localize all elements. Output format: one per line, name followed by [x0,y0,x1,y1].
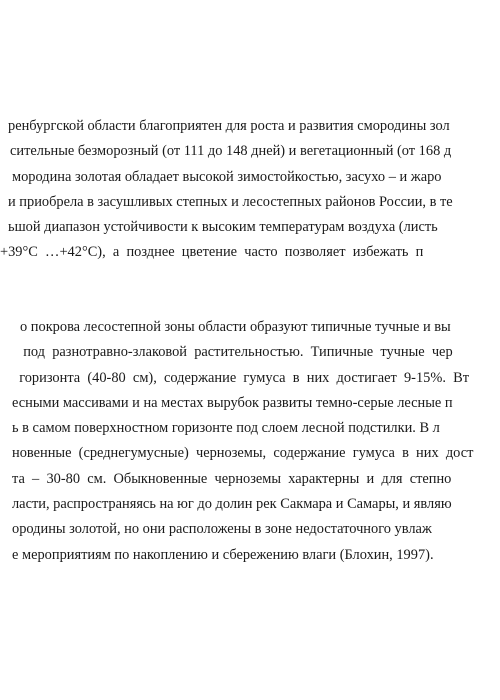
text-line: мородина золотая обладает высокой зимостойкостью, засухо – и жаро [12,168,442,185]
paragraph-climate [0,114,500,266]
text-line: +39°C …+42°C), а позднее цветение часто позволяет избежать п [0,244,424,261]
text-line: ьшой диапазон устойчивости к высоким температурам воздуха (листь [8,219,438,236]
text-line: ренбургской области благоприятен для роста и развития смородины зол [8,118,450,134]
text-line: сительные безморозный (от 111 до 148 дней) и вегетационный (от 168 д [10,143,452,160]
text-line: новенные (среднегумусные) черноземы, содержание гумуса в них дост [12,445,474,462]
text-line: о покрова лесостепной зоны области образуют типичные тучные и вы [20,319,451,335]
text-line: и приобрела в засушливых степных и лесостепных районов России, в те [8,193,453,210]
text-line: ласти, распространяясь на юг до долин рек Сакмара и Самары, и являю [12,496,452,513]
text-line: та – 30-80 см. Обыкновенные черноземы характерны и для степно [12,470,452,487]
text-line: под разнотравно-злаковой растительностью. Типичные тучные чер [16,344,453,361]
text-line: горизонта (40-80 см), содержание гумуса в них достигает 9-15%. Вт [12,369,470,386]
paragraph-soils [0,315,500,568]
text-line: е мероприятиям по накоплению и сбережению влаги (Блохин, 1997). [12,546,434,563]
text-line: есными массивами и на местах вырубок развиты темно-серые лесные п [12,394,453,411]
text-line: ь в самом поверхностном горизонте под слоем лесной подстилки. В л [12,420,440,437]
text-line: ородины золотой, но они расположены в зоне недостаточного увлаж [12,521,432,538]
